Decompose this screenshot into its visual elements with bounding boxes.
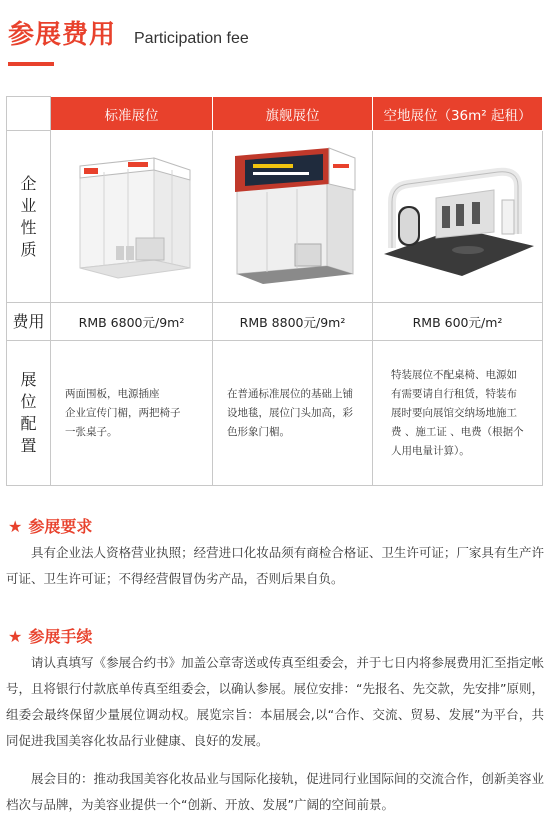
config-flagship: 在普通标准展位的基础上铺 设地毯，展位门头加高，彩 色形象门楣。 [213,341,373,486]
standard-booth-image [51,131,213,303]
price-flagship: RMB 8800元/9m² [213,303,373,341]
flagship-booth-icon [223,142,363,292]
requirements-text: 具有企业法人资格营业执照；经营进口化妆品须有商检合格证、卫生许可证；厂家具有生产许可证、卫生许可证；不得经营假冒伪劣产品，否则后果自负。 [6,545,544,586]
flagship-booth-image [213,131,373,303]
procedure-text-1: 请认真填写《参展合约书》加盖公章寄送或传真至组委会，并于七日内将参展费用汇至指定帐号，且将银行付款底单传真至组委会，以确认参展。展位安排：“先报名、先交款，先安排”原则，组委会最终保留少量展位调动权。展览宗旨：本届展会,以“合作、交流、贸易、发展”为平台，共同促进我国美容化妆品行业健康、良好的发展。 [6,655,544,748]
requirements-heading: ★ 参展要求 [8,517,93,536]
config-standard: 两面围板，电源插座 企业宣传门楣，两把椅子 一张桌子。 [51,341,213,486]
fee-table [6,96,543,486]
title-underline [8,62,54,66]
page-subtitle: Participation fee [134,30,249,47]
standard-booth-icon [58,142,206,292]
table-row-fee [7,303,543,341]
table-row-type [7,131,543,303]
column-header-flagship: 旗舰展位 [213,97,373,131]
procedure-text-2: 展会目的：推动我国美容化妆品业与国际化接轨，促进同行业国际间的交流合作，创新美容业档次与品牌，为美容业提供一个“创新、开放、发展”广阔的空间前景。 [6,771,544,812]
column-header-raw-space: 空地展位（36m² 起租） [373,97,543,131]
raw-space-booth-icon [378,142,538,292]
table-header-row [7,97,543,131]
config-raw-space: 特装展位不配桌椅、电源如 有需要请自行租赁，特装布 展时要向展馆交纳场地施工 费 、施工证 、电费（根据个 人用电量计算）。 [373,341,543,486]
column-header-standard: 标准展位 [51,97,213,131]
table-row-config [7,341,543,486]
raw-space-booth-image [373,131,543,303]
row-label-type: 企 业 性 质 [7,131,51,303]
row-label-config: 展 位 配 置 [7,341,51,486]
row-label-fee: 费用 [7,303,51,341]
header-blank-cell [7,97,51,131]
price-standard: RMB 6800元/9m² [51,303,213,341]
price-raw-space: RMB 600元/m² [373,303,543,341]
star-icon: ★ [8,517,23,536]
page-title: 参展费用 [8,20,117,50]
procedure-heading: ★ 参展手续 [8,627,93,646]
star-icon: ★ [8,627,23,646]
